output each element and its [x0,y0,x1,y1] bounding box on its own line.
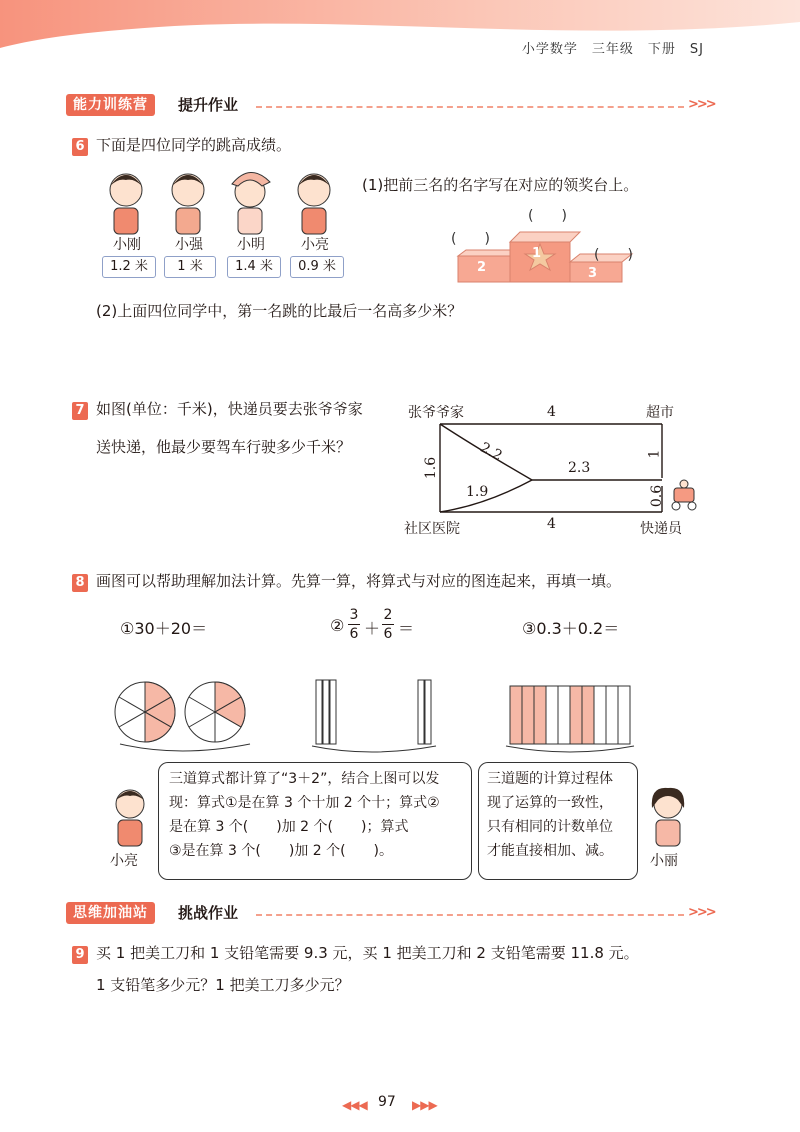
podium-third-number: 3 [588,266,598,281]
name-xiaoliang: 小亮 [110,853,138,869]
bubble-right-line: 现了运算的一致性， [487,795,613,811]
podium-second-blank[interactable]: ( ) [451,231,490,247]
podium-third-blank[interactable]: ( ) [594,247,633,263]
question-number-7: 7 [72,402,88,420]
label-hospital: 社区医院 [404,521,460,537]
kid-icon [298,174,330,234]
next-arrows-icon: ▶▶▶ [412,1098,437,1112]
speech-bubble-left [158,762,472,880]
bubble-left-line: ③是在算 3 个( )加 2 个( )。 [169,843,394,859]
student-score: 0.9 米 [290,256,344,278]
distance-bottom: 4 [547,516,556,532]
xiaoliang-avatar [110,786,150,850]
fraction-numerator: 2 [383,607,393,623]
student-score: 1.2 米 [102,256,156,278]
section-arrow-icon: >>> [688,97,715,112]
section-subtitle-improve: 提升作业 [178,96,239,114]
book-series-label: 小学数学 三年级 下册 SJ [521,42,704,57]
question-number-6: 6 [72,138,88,156]
expression-1: ①30＋20＝ [120,619,208,638]
section-tag-thinking: 思维加油站 [66,902,155,924]
name-xiaoli: 小丽 [650,853,678,869]
label-supermarket: 超市 [646,405,674,421]
question-6-part1: (1)把前三名的名字写在对应的领奖台上。 [362,176,639,194]
decimal-strip-figure [510,686,630,744]
kid-icon [172,174,204,234]
question-6-text: 下面是四位同学的跳高成绩。 [96,136,292,154]
kid-icon [232,172,270,234]
bubble-left-line: 三道算式都计算了“3＋2”，结合上图可以发 [169,771,440,787]
question-7-text-line2: 送快递，他最少要驾车行驶多少千米？ [96,438,352,456]
students-illustration [100,168,350,238]
bubble-right-line: 三道题的计算过程体 [487,771,613,787]
distance-right-upper: 1 [646,449,663,459]
podium-first-number: 1 [532,246,542,261]
question-7-text-line1: 如图(单位：千米)，快递员要去张爷爷家 [96,400,363,418]
question-number-8: 8 [72,574,88,592]
bubble-left-line: 现：算式①是在算 3 个十加 2 个十；算式② [169,795,440,811]
section-arrow-icon: >>> [688,905,715,920]
label-courier: 快递员 [640,521,682,537]
bubble-left-line: 是在算 3 个( )加 2 个( )；算式 [169,819,409,835]
question-9-text-line2: 1 支铅笔多少元？1 把美工刀多少元？ [96,976,350,994]
expression-3: ③0.3＋0.2＝ [522,619,620,638]
student-name: 小明 [237,237,265,253]
bubble-right-line: 才能直接相加、减。 [487,843,613,859]
circle-fraction-figure [115,682,245,742]
bubble-right-line: 只有相同的计数单位 [487,819,613,835]
podium-first-blank[interactable]: ( ) [528,208,567,224]
section-divider [256,914,684,916]
fraction-2-6 [382,606,394,643]
page-number: 97 [378,1094,396,1110]
courier-scooter-icon [672,480,696,510]
podium-second-number: 2 [477,260,487,275]
stick-bundles-figure [316,680,431,744]
kid-icon [110,174,142,234]
student-name: 小强 [175,237,203,253]
addition-figures [100,676,660,760]
distance-diagonal-lower: 1.9 [466,484,489,500]
section-divider [256,106,684,108]
speech-bubble-right [478,762,638,880]
label-zhang-home: 张爷爷家 [408,405,464,421]
fraction-denominator: 6 [349,626,359,642]
distance-top: 4 [547,404,556,420]
question-number-9: 9 [72,946,88,964]
distance-left: 1.6 [423,456,440,480]
section-subtitle-challenge: 挑战作业 [178,904,239,922]
distance-right-lower: 0.6 [649,484,666,508]
fraction-3-6 [348,606,360,643]
fraction-numerator: 3 [349,607,359,623]
equals-sign: ＝ [398,619,415,638]
distance-middle: 2.3 [568,460,591,476]
student-score: 1 米 [164,256,216,278]
section-tag-ability: 能力训练营 [66,94,155,116]
student-score: 1.4 米 [227,256,281,278]
student-name: 小亮 [301,237,329,253]
expression-2-prefix: ② [330,616,345,635]
plus-sign: ＋ [364,619,381,638]
question-8-text: 画图可以帮助理解加法计算。先算一算，将算式与对应的图连起来，再填一填。 [96,572,622,590]
distance-diagonal-upper: 2.2 [477,439,505,465]
route-map [400,410,700,530]
question-9-text-line1: 买 1 把美工刀和 1 支铅笔需要 9.3 元，买 1 把美工刀和 2 支铅笔需要 11.8 元。 [96,944,639,962]
xiaoli-avatar [648,786,688,850]
fraction-denominator: 6 [383,626,393,642]
student-name: 小刚 [113,237,141,253]
question-6-part2: (2)上面四位同学中，第一名跳的比最后一名高多少米？ [96,302,463,320]
prev-arrows-icon: ◀◀◀ [342,1098,367,1112]
